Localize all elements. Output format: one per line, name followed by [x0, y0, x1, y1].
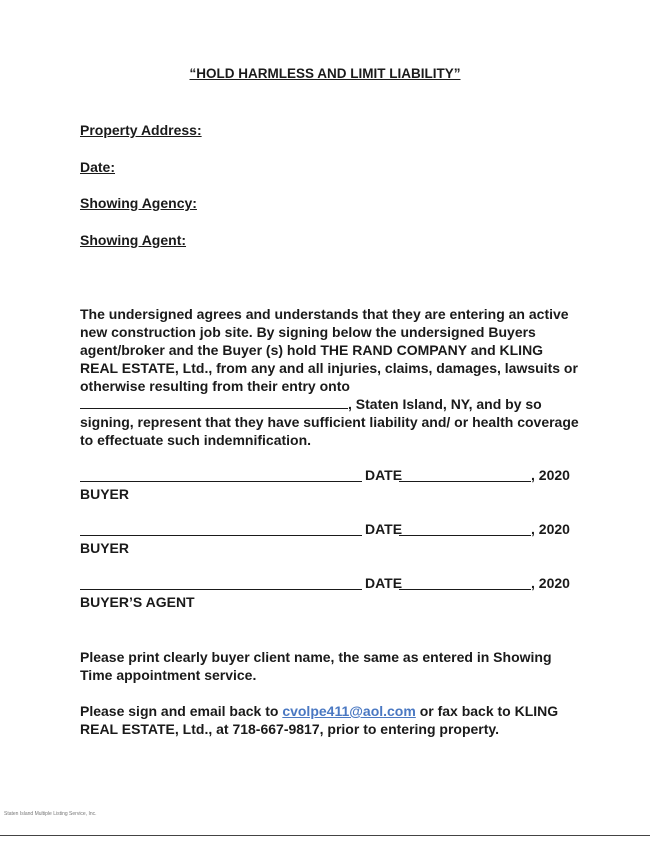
signature-line[interactable]: [80, 481, 362, 482]
signature-date-label: DATE: [365, 521, 403, 537]
date-label: Date:: [80, 159, 116, 175]
signature-role: BUYER’S AGENT: [80, 594, 195, 610]
signature-block-buyer-2: [80, 521, 580, 561]
footer-divider: [0, 835, 650, 836]
signature-block-buyer-1: [80, 467, 580, 507]
print-instructions: Please print clearly buyer client name, the same as entered in Showing Time appointment service.: [80, 649, 552, 683]
footer-watermark: Staten Island Multiple Listing Service, Inc.: [4, 811, 97, 817]
email-link[interactable]: cvolpe411@aol.com: [282, 703, 416, 719]
liability-text-start: The undersigned agrees and understands that they are entering an active new construction job site. By signing below the undersigned Buyers agent/broker and the Buyer (s) hold THE RAND COMPANY and KLING REAL ESTATE, Ltd., from any and all injuries, claims, damages, lawsuits or otherwise resulting from their entry onto: [80, 306, 578, 394]
signature-year: , 2020: [531, 575, 570, 591]
signature-block-buyers-agent: [80, 575, 580, 615]
signature-date-line[interactable]: [399, 589, 531, 590]
signature-year: , 2020: [531, 521, 570, 537]
signature-date-line[interactable]: [399, 481, 531, 482]
sign-instructions-prefix: Please sign and email back to: [80, 703, 279, 719]
signature-date-label: DATE: [365, 575, 403, 591]
property-blank-line: [80, 395, 348, 409]
property-address-label: Property Address:: [80, 122, 202, 138]
signature-role: BUYER: [80, 540, 130, 556]
showing-agent-label: Showing Agent:: [80, 232, 187, 248]
signature-line[interactable]: [80, 535, 362, 536]
signature-date-line[interactable]: [399, 535, 531, 536]
signature-year: , 2020: [531, 467, 570, 483]
signature-date-label: DATE: [365, 467, 403, 483]
signature-line[interactable]: [80, 589, 362, 590]
showing-agency-label: Showing Agency:: [80, 195, 197, 211]
sign-instructions-suffix: or fax back to KLING REAL ESTATE, Ltd., at 718-667-9817, prior to entering property.: [80, 703, 559, 737]
document-title: “HOLD HARMLESS AND LIMIT LIABILITY”: [189, 66, 461, 81]
sign-instructions: [80, 702, 580, 738]
liability-paragraph: [80, 305, 580, 449]
signature-role: BUYER: [80, 486, 130, 502]
liability-text-end: , Staten Island, NY, and by so signing, represent that they have sufficient liability and/ or health coverage to effectuate such indemnification.: [80, 396, 579, 448]
